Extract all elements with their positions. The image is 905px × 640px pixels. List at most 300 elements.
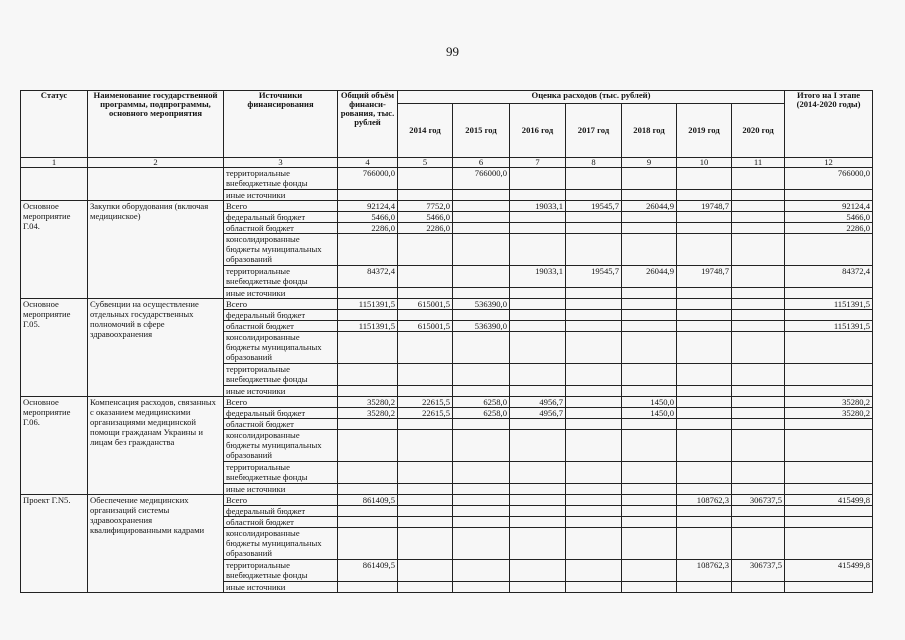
year-value-cell [566,397,622,408]
stage-total-cell: 35280,2 [785,397,873,408]
year-value-cell [677,321,732,332]
year-value-cell [510,462,566,484]
year-value-cell [732,168,785,190]
total-funding-cell [338,582,398,593]
table-row [21,201,873,212]
year-value-cell [732,397,785,408]
year-value-cell [398,495,453,506]
header-estimate: Оценка расходов (тыс. рублей) [398,91,785,104]
funding-source-cell: федеральный бюджет [224,408,338,419]
year-value-cell [510,386,566,397]
total-funding-cell [338,484,398,495]
stage-total-cell: 766000,0 [785,168,873,190]
funding-source-cell: консолидированные бюджеты муниципальных образований [224,332,338,364]
status-cell: Проект Г.N5. [21,495,88,593]
funding-source-cell: областной бюджет [224,321,338,332]
year-value-cell [732,484,785,495]
column-number: 1 [21,158,88,168]
year-value-cell [510,506,566,517]
year-value-cell [622,321,677,332]
total-funding-cell [338,310,398,321]
year-value-cell [566,462,622,484]
year-value-cell [510,234,566,266]
year-value-cell [622,582,677,593]
year-value-cell [453,364,510,386]
year-value-cell [622,484,677,495]
year-value-cell [398,560,453,582]
funding-source-cell: Всего [224,397,338,408]
year-value-cell [732,288,785,299]
year-value-cell [732,364,785,386]
year-value-cell [510,190,566,201]
year-value-cell [732,310,785,321]
year-value-cell [566,310,622,321]
year-value-cell: 19545,7 [566,266,622,288]
year-value-cell [510,419,566,430]
year-value-cell [566,223,622,234]
header-year: 2020 год [732,104,785,158]
funding-source-cell: территориальные внебюджетные фонды [224,462,338,484]
year-value-cell [732,582,785,593]
year-value-cell [622,364,677,386]
year-value-cell [732,321,785,332]
year-value-cell [398,484,453,495]
year-value-cell [566,168,622,190]
funding-source-cell: территориальные внебюджетные фонды [224,266,338,288]
year-value-cell [510,212,566,223]
program-name-cell: Компенсация расходов, связанных с оказанием медицинскими организациями медицинской помощи гражданам Украины и лицам без гражданства [88,397,224,495]
total-funding-cell: 35280,2 [338,397,398,408]
column-number: 2 [88,158,224,168]
year-value-cell [622,234,677,266]
stage-total-cell [785,234,873,266]
year-value-cell [677,528,732,560]
year-value-cell [677,234,732,266]
year-value-cell [566,212,622,223]
total-funding-cell: 861409,5 [338,560,398,582]
year-value-cell: 6258,0 [453,397,510,408]
year-value-cell: 19545,7 [566,201,622,212]
column-number: 11 [732,158,785,168]
year-value-cell [622,462,677,484]
funding-source-cell: областной бюджет [224,419,338,430]
year-value-cell: 4956,7 [510,408,566,419]
year-value-cell: 1450,0 [622,408,677,419]
status-cell: Основное мероприятие Г.05. [21,299,88,397]
stage-total-cell: 415499,8 [785,560,873,582]
year-value-cell [510,484,566,495]
year-value-cell [398,386,453,397]
year-value-cell [453,419,510,430]
funding-source-cell: федеральный бюджет [224,506,338,517]
stage-total-cell [785,430,873,462]
year-value-cell: 5466,0 [398,212,453,223]
year-value-cell: 19033,1 [510,266,566,288]
year-value-cell [677,288,732,299]
total-funding-cell: 35280,2 [338,408,398,419]
funding-source-cell: консолидированные бюджеты муниципальных образований [224,234,338,266]
year-value-cell [398,266,453,288]
year-value-cell [453,517,510,528]
year-value-cell [398,332,453,364]
stage-total-cell: 84372,4 [785,266,873,288]
total-funding-cell: 1151391,5 [338,299,398,310]
year-value-cell [510,495,566,506]
year-value-cell [510,582,566,593]
year-value-cell [566,321,622,332]
year-value-cell [677,190,732,201]
stage-total-cell [785,190,873,201]
year-value-cell [622,506,677,517]
total-funding-cell [338,234,398,266]
total-funding-cell: 5466,0 [338,212,398,223]
total-funding-cell [338,517,398,528]
budget-table [20,90,873,593]
year-value-cell [732,212,785,223]
year-value-cell [622,528,677,560]
funding-source-cell: иные источники [224,582,338,593]
year-value-cell [677,430,732,462]
year-value-cell: 7752,0 [398,201,453,212]
year-value-cell: 536390,0 [453,321,510,332]
year-value-cell [510,223,566,234]
year-value-cell [566,386,622,397]
program-name-cell [88,168,224,201]
year-value-cell [398,168,453,190]
year-value-cell [453,190,510,201]
header-year: 2017 год [566,104,622,158]
total-funding-cell [338,364,398,386]
year-value-cell [677,386,732,397]
year-value-cell [732,506,785,517]
funding-source-cell: Всего [224,495,338,506]
funding-source-cell: областной бюджет [224,517,338,528]
header-status: Статус [21,91,88,158]
year-value-cell [732,201,785,212]
year-value-cell [677,364,732,386]
column-number: 9 [622,158,677,168]
stage-total-cell [785,386,873,397]
year-value-cell [622,299,677,310]
year-value-cell: 306737,5 [732,560,785,582]
year-value-cell: 6258,0 [453,408,510,419]
status-cell: Основное мероприятие Г.06. [21,397,88,495]
budget-table-body [21,168,873,593]
year-value-cell [453,201,510,212]
year-value-cell: 615001,5 [398,299,453,310]
year-value-cell [566,582,622,593]
stage-total-cell [785,462,873,484]
year-value-cell [677,419,732,430]
total-funding-cell [338,506,398,517]
total-funding-cell [338,419,398,430]
year-value-cell: 108762,3 [677,495,732,506]
year-value-cell [677,484,732,495]
year-value-cell [453,462,510,484]
year-value-cell [453,223,510,234]
year-value-cell [510,299,566,310]
year-value-cell [566,190,622,201]
funding-source-cell: иные источники [224,484,338,495]
year-value-cell [453,495,510,506]
year-value-cell [622,560,677,582]
year-value-cell [677,582,732,593]
year-value-cell [453,484,510,495]
year-value-cell [453,582,510,593]
funding-source-cell: иные источники [224,288,338,299]
funding-source-cell: иные источники [224,386,338,397]
year-value-cell [453,212,510,223]
stage-total-cell [785,506,873,517]
year-value-cell [566,419,622,430]
header-year: 2014 год [398,104,453,158]
funding-source-cell: территориальные внебюджетные фонды [224,364,338,386]
year-value-cell [453,528,510,560]
table-row [21,168,873,190]
year-value-cell [566,484,622,495]
year-value-cell [622,430,677,462]
year-value-cell [677,223,732,234]
year-value-cell [622,495,677,506]
program-name-cell: Обеспечение медицинских организаций системы здравоохранения квалифицированными кадрами [88,495,224,593]
year-value-cell [732,299,785,310]
status-cell [21,168,88,201]
funding-source-cell: консолидированные бюджеты муниципальных образований [224,430,338,462]
year-value-cell [677,168,732,190]
total-funding-cell: 2286,0 [338,223,398,234]
year-value-cell [398,528,453,560]
year-value-cell: 19748,7 [677,201,732,212]
year-value-cell [732,528,785,560]
year-value-cell [622,386,677,397]
table-row [21,397,873,408]
program-name-cell: Закупки оборудования (включая медицинское) [88,201,224,299]
funding-source-cell: территориальные внебюджетные фонды [224,168,338,190]
year-value-cell [732,430,785,462]
stage-total-cell: 2286,0 [785,223,873,234]
total-funding-cell: 84372,4 [338,266,398,288]
year-value-cell [510,310,566,321]
year-value-cell: 4956,7 [510,397,566,408]
stage-total-cell [785,484,873,495]
column-number: 10 [677,158,732,168]
header-sources: Источники финансирования [224,91,338,158]
page-number: 99 [446,44,459,59]
year-value-cell [732,462,785,484]
total-funding-cell: 92124,4 [338,201,398,212]
stage-total-cell: 35280,2 [785,408,873,419]
year-value-cell [398,582,453,593]
total-funding-cell [338,332,398,364]
year-value-cell [453,234,510,266]
year-value-cell [453,560,510,582]
year-value-cell [510,168,566,190]
year-value-cell [732,190,785,201]
total-funding-cell [338,386,398,397]
year-value-cell [732,419,785,430]
header-year: 2018 год [622,104,677,158]
year-value-cell [398,234,453,266]
stage-total-cell [785,310,873,321]
status-cell: Основное мероприятие Г.04. [21,201,88,299]
stage-total-cell: 1151391,5 [785,299,873,310]
column-number: 3 [224,158,338,168]
year-value-cell: 615001,5 [398,321,453,332]
year-value-cell [732,332,785,364]
year-value-cell [398,288,453,299]
year-value-cell [453,266,510,288]
funding-source-cell: иные источники [224,190,338,201]
year-value-cell [566,506,622,517]
header-name: Наименование государственной программы, подпрограммы, основного мероприятия [88,91,224,158]
year-value-cell [677,408,732,419]
year-value-cell [732,266,785,288]
year-value-cell [622,310,677,321]
stage-total-cell [785,288,873,299]
year-value-cell [622,288,677,299]
year-value-cell [622,332,677,364]
year-value-cell [566,408,622,419]
funding-source-cell: консолидированные бюджеты муниципальных образований [224,528,338,560]
year-value-cell [622,190,677,201]
year-value-cell [566,234,622,266]
header-year: 2019 год [677,104,732,158]
funding-source-cell: федеральный бюджет [224,310,338,321]
funding-source-cell: Всего [224,201,338,212]
year-value-cell [510,560,566,582]
total-funding-cell: 766000,0 [338,168,398,190]
year-value-cell [398,364,453,386]
total-funding-cell [338,430,398,462]
column-number: 5 [398,158,453,168]
year-value-cell [677,462,732,484]
stage-total-cell: 415499,8 [785,495,873,506]
year-value-cell [732,386,785,397]
stage-total-cell [785,332,873,364]
stage-total-cell: 92124,4 [785,201,873,212]
header-year: 2016 год [510,104,566,158]
year-value-cell: 22615,5 [398,408,453,419]
year-value-cell [566,364,622,386]
year-value-cell: 19033,1 [510,201,566,212]
year-value-cell [510,528,566,560]
year-value-cell [732,223,785,234]
year-value-cell [677,506,732,517]
year-value-cell: 536390,0 [453,299,510,310]
year-value-cell [510,321,566,332]
year-value-cell [732,517,785,528]
year-value-cell [677,310,732,321]
year-value-cell [398,462,453,484]
year-value-cell [398,430,453,462]
year-value-cell [622,212,677,223]
column-number: 7 [510,158,566,168]
year-value-cell [510,332,566,364]
year-value-cell: 26044,9 [622,201,677,212]
year-value-cell [510,430,566,462]
year-value-cell [566,517,622,528]
year-value-cell [622,168,677,190]
stage-total-cell [785,528,873,560]
year-value-cell [622,517,677,528]
year-value-cell [453,386,510,397]
year-value-cell [566,332,622,364]
year-value-cell [510,364,566,386]
year-value-cell [566,288,622,299]
stage-total-cell [785,582,873,593]
year-value-cell [453,430,510,462]
year-value-cell [677,212,732,223]
stage-total-cell [785,364,873,386]
year-value-cell [453,506,510,517]
column-number-row [21,158,873,168]
year-value-cell [622,223,677,234]
year-value-cell: 1450,0 [622,397,677,408]
header-stage-total: Итого на I этапе (2014-2020 годы) [785,91,873,158]
year-value-cell: 108762,3 [677,560,732,582]
year-value-cell [566,560,622,582]
column-number: 4 [338,158,398,168]
year-value-cell [398,517,453,528]
year-value-cell [398,190,453,201]
year-value-cell [566,430,622,462]
year-value-cell [677,517,732,528]
funding-source-cell: территориальные внебюджетные фонды [224,560,338,582]
funding-source-cell: Всего [224,299,338,310]
column-number: 6 [453,158,510,168]
column-number: 12 [785,158,873,168]
stage-total-cell [785,419,873,430]
total-funding-cell: 1151391,5 [338,321,398,332]
table-row [21,495,873,506]
year-value-cell [732,234,785,266]
total-funding-cell [338,528,398,560]
total-funding-cell [338,462,398,484]
year-value-cell [453,332,510,364]
year-value-cell: 26044,9 [622,266,677,288]
header-year: 2015 год [453,104,510,158]
total-funding-cell [338,288,398,299]
year-value-cell: 2286,0 [398,223,453,234]
year-value-cell [398,506,453,517]
year-value-cell: 19748,7 [677,266,732,288]
funding-source-cell: федеральный бюджет [224,212,338,223]
year-value-cell: 22615,5 [398,397,453,408]
year-value-cell [510,517,566,528]
year-value-cell: 306737,5 [732,495,785,506]
year-value-cell [732,408,785,419]
stage-total-cell: 1151391,5 [785,321,873,332]
column-number: 8 [566,158,622,168]
year-value-cell [453,310,510,321]
year-value-cell [566,495,622,506]
program-name-cell: Субвенции на осуществление отдельных государственных полномочий в сфере здравоохранения [88,299,224,397]
year-value-cell [453,288,510,299]
year-value-cell: 766000,0 [453,168,510,190]
year-value-cell [566,528,622,560]
year-value-cell [677,299,732,310]
stage-total-cell: 5466,0 [785,212,873,223]
header-total: Общий объём финанси-рования, тыс. рублей [338,91,398,158]
funding-source-cell: областной бюджет [224,223,338,234]
year-value-cell [566,299,622,310]
year-value-cell [398,310,453,321]
table-row [21,299,873,310]
total-funding-cell [338,190,398,201]
stage-total-cell [785,517,873,528]
year-value-cell [510,288,566,299]
year-value-cell [677,332,732,364]
